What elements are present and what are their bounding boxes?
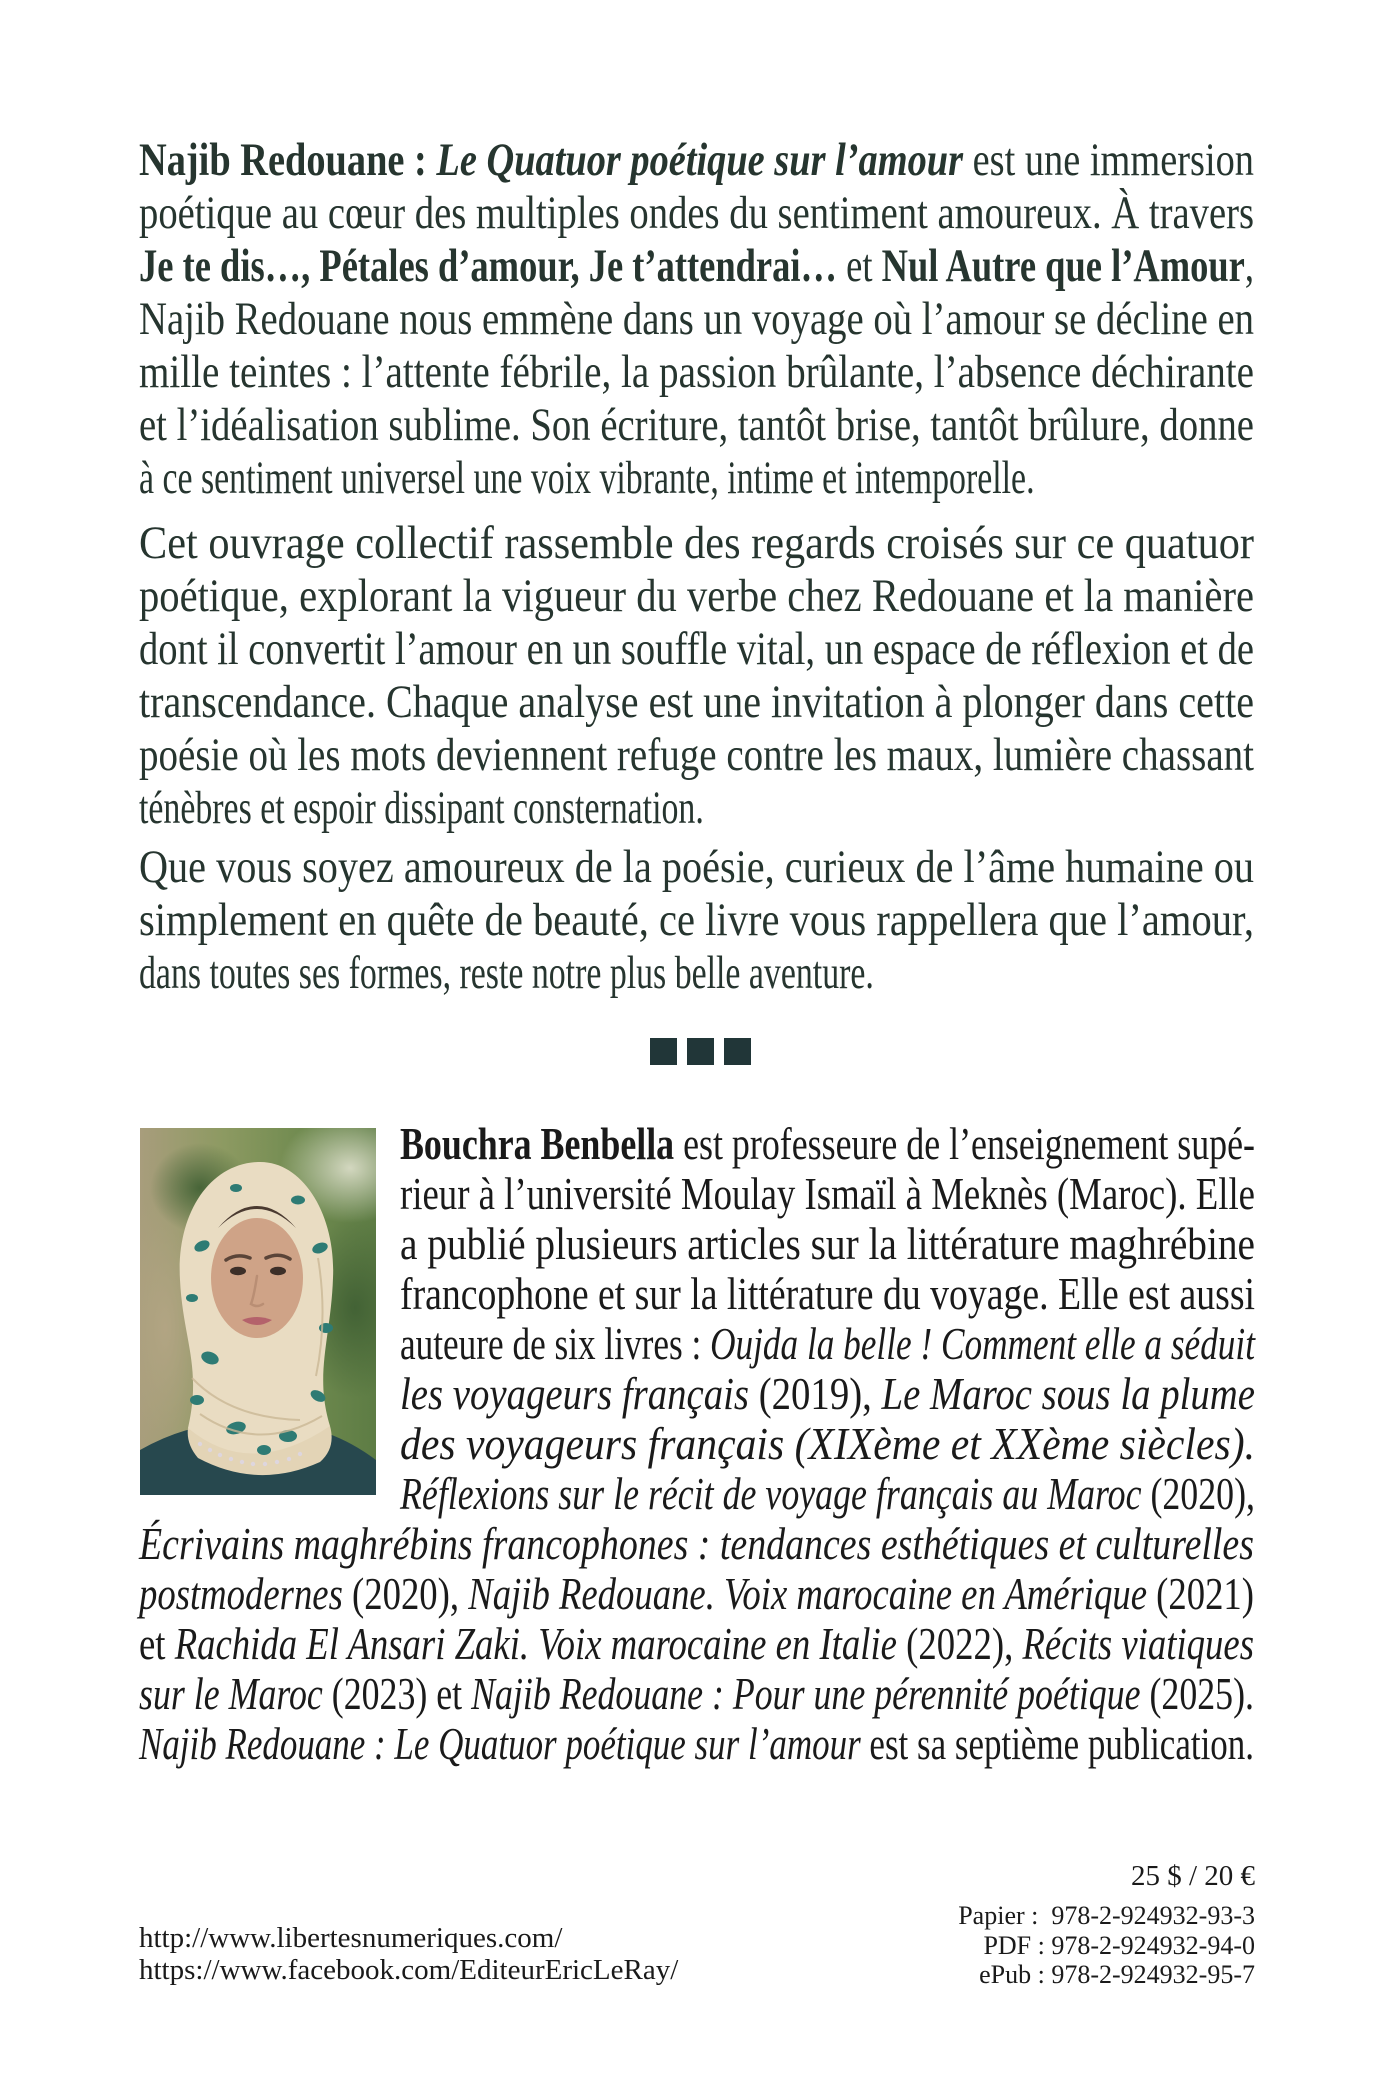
text-line: [139, 134, 1254, 187]
footer-pricing-block: [958, 1858, 1255, 1990]
text-segment: francophone et sur la littérature du voyage. Elle est aussi: [400, 1268, 1255, 1319]
text-segment: Najib Redouane nous emmène dans un voyage où l’amour se décline en: [139, 293, 1254, 345]
text-segment: poétique, explorant la vigueur du verbe chez Redouane et la manière: [139, 570, 1254, 622]
text-line: [400, 1269, 1254, 1319]
text-segment: Najib Redouane : Pour une pérennité poétique: [471, 1668, 1150, 1719]
text-segment: poésie où les mots deviennent refuge contre les maux, lumière chassant: [139, 729, 1254, 781]
text-segment: ,: [1244, 240, 1254, 292]
synopsis: [139, 134, 1254, 1000]
text-segment: simplement en quête de beauté, ce livre vous rappellera que l’amour,: [139, 894, 1254, 946]
text-line: [139, 187, 1254, 240]
text-line: [139, 346, 1254, 399]
text-segment: (2025).: [1149, 1668, 1254, 1719]
text-segment: Bouchra Benbella: [400, 1118, 675, 1169]
text-line: [139, 452, 1254, 505]
text-segment: et: [837, 240, 882, 292]
text-segment: Récits viatiques: [1022, 1618, 1254, 1669]
text-segment: sur le Maroc: [139, 1668, 332, 1719]
text-segment: est une immersion: [963, 134, 1254, 186]
text-segment: est sa septième publication.: [869, 1718, 1254, 1769]
divider-square: [650, 1038, 677, 1065]
text-segment: postmodernes: [139, 1568, 353, 1619]
text-segment: Le Quatuor poétique sur l’amour: [436, 134, 964, 186]
text-segment: transcendance. Chaque analyse est une invitation à plonger dans cette: [139, 676, 1254, 728]
text-segment: auteure de six livres :: [400, 1318, 711, 1369]
text-segment: Cet ouvrage collectif rassemble des regards croisés sur ce quatuor: [139, 517, 1254, 569]
text-line: [139, 623, 1254, 676]
text-line: [139, 1719, 1254, 1769]
price: 25 $ / 20 €: [1130, 1860, 1255, 1892]
text-segment: (2023) et: [331, 1668, 472, 1719]
text-segment: a publié plusieurs articles sur la littérature maghrébine: [400, 1218, 1255, 1269]
text-segment: et l’idéalisation sublime. Son écriture, tantôt brise, tantôt brûlure, donne: [139, 399, 1254, 451]
text-line: [400, 1219, 1254, 1269]
text-line: [400, 1169, 1254, 1219]
format-isbn-list: [958, 1901, 1255, 1990]
text-segment: Najib Redouane : Le Quatuor poétique sur l’amour: [139, 1718, 870, 1769]
synopsis-paragraph-1: [139, 134, 1254, 505]
text-segment: est professeure de l’enseignement supé-: [674, 1118, 1255, 1169]
text-line: [400, 1419, 1254, 1469]
text-line: [139, 894, 1254, 947]
text-line: [139, 1569, 1254, 1619]
text-line: [139, 517, 1254, 570]
text-line: [139, 1519, 1254, 1569]
text-segment: (2022),: [906, 1618, 1023, 1669]
text-segment: Rachida El Ansari Zaki. Voix marocaine en Italie: [174, 1618, 907, 1669]
text-segment: Le Maroc sous la plume: [881, 1368, 1255, 1419]
text-line: [139, 841, 1254, 894]
text-segment: (2021): [1156, 1568, 1254, 1619]
footer-links-block: [139, 1922, 678, 1986]
divider: [0, 1038, 1400, 1065]
format-isbn-line: ePub : 978-2-924932-95-7: [979, 1960, 1255, 1989]
text-segment: à ce sentiment universel une voix vibrante, intime et intemporelle.: [139, 452, 1035, 504]
text-segment: (2019),: [758, 1368, 882, 1419]
text-line: [139, 1619, 1254, 1669]
text-segment: Najib Redouane. Voix marocaine en Amérique: [468, 1568, 1157, 1619]
text-line: [139, 240, 1254, 293]
text-segment: (2020),: [352, 1568, 469, 1619]
text-line: [400, 1369, 1254, 1419]
divider-square: [687, 1038, 714, 1065]
text-segment: des voyageurs français (XIXème et XXème siècles).: [400, 1418, 1255, 1469]
text-segment: (2020),: [1150, 1468, 1255, 1519]
synopsis-paragraph-3: [139, 841, 1254, 1000]
author-bio: [139, 1119, 1254, 1769]
text-line: [139, 570, 1254, 623]
publisher-url: http://www.libertesnumeriques.com/: [139, 1922, 563, 1954]
text-segment: Nul Autre que l’Amour: [881, 240, 1245, 292]
text-line: [139, 782, 1254, 835]
text-segment: Oujda la belle ! Comment elle a séduit: [710, 1318, 1255, 1369]
publisher-url: https://www.facebook.com/EditeurEricLeRay/: [139, 1954, 679, 1986]
text-segment: et: [139, 1618, 175, 1669]
text-segment: les voyageurs français: [400, 1368, 759, 1419]
author-photo: [140, 1128, 376, 1495]
synopsis-paragraph-2: [139, 517, 1254, 835]
text-line: [400, 1469, 1254, 1519]
format-isbn-line: PDF : 978-2-924932-94-0: [983, 1930, 1255, 1960]
format-isbn-line: Papier : 978-2-924932-93-3: [958, 1901, 1255, 1930]
text-line: [139, 676, 1254, 729]
text-segment: Que vous soyez amoureux de la poésie, curieux de l’âme humaine ou: [139, 841, 1254, 893]
text-line: [139, 293, 1254, 346]
text-segment: Je te dis…, Pétales d’amour, Je t’attendrai…: [139, 240, 838, 292]
text-segment: mille teintes : l’attente fébrile, la passion brûlante, l’absence déchirante: [139, 346, 1254, 398]
text-segment: ténèbres et espoir dissipant consternation.: [139, 782, 704, 834]
text-segment: Réflexions sur le récit de voyage français au Maroc: [400, 1468, 1151, 1519]
divider-square: [724, 1038, 751, 1065]
text-line: [400, 1119, 1254, 1169]
text-line: [400, 1319, 1254, 1369]
text-line: [139, 729, 1254, 782]
text-segment: dans toutes ses formes, reste notre plus belle aventure.: [139, 947, 874, 999]
text-line: [139, 1669, 1254, 1719]
text-line: [139, 947, 1254, 1000]
text-line: [139, 399, 1254, 452]
portrait-woman-headscarf-image: [140, 1128, 376, 1495]
text-segment: dont il convertit l’amour en un souffle vital, un espace de réflexion et de: [139, 623, 1254, 675]
text-segment: rieur à l’université Moulay Ismaïl à Meknès (Maroc). Elle: [400, 1168, 1255, 1219]
text-segment: Écrivains maghrébins francophones : tendances esthétiques et culturelles: [139, 1518, 1254, 1569]
text-segment: Najib Redouane :: [139, 134, 437, 186]
text-segment: poétique au cœur des multiples ondes du sentiment amoureux. À travers: [139, 187, 1254, 239]
